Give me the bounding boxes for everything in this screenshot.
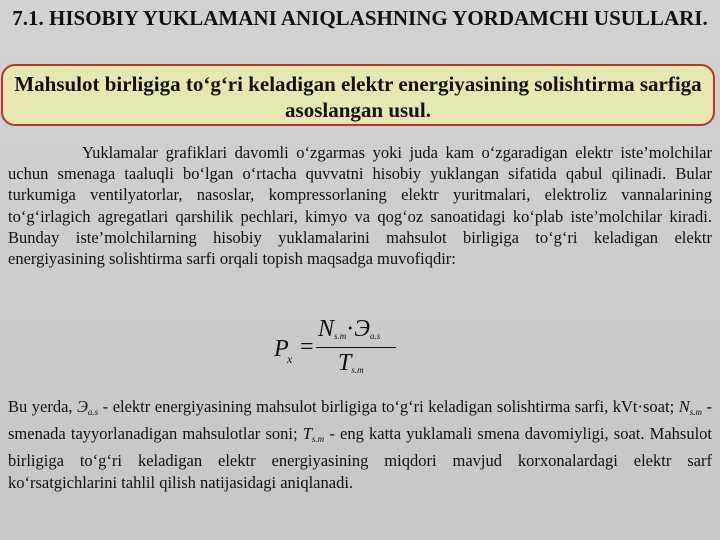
expl-text-1: Bu yerda, xyxy=(8,397,78,416)
expl-var-t-sub: s.m xyxy=(311,434,325,445)
expl-text-4: - eng katta yuklamali smena davomiyligi, soat. Mahsulot birligiga to‘g‘ri keladigan elektr energiyasining miqdori mavjud korxonalardagi elektr sarf ko‘rsatgichlarini tahlil qilish natijasidagi aniqlanadi. xyxy=(8,424,712,492)
expl-var-n: N xyxy=(678,397,690,416)
num-n: N xyxy=(318,316,335,342)
slide-title: 7.1. HISOBIY YUKLAMANI ANIQLASHNING YORDAMCHI USULLARI. xyxy=(12,6,708,30)
expl-var-n-sub: s.m xyxy=(689,407,702,417)
formula-numerator xyxy=(318,316,380,343)
expl-var-e: Э xyxy=(77,397,88,416)
fraction-line xyxy=(316,347,396,348)
expl-var-t: T xyxy=(302,424,312,444)
formula-lhs-sub: x xyxy=(287,352,293,366)
den-t: T xyxy=(338,350,352,376)
formula xyxy=(272,316,432,386)
paragraph-explanation xyxy=(8,396,712,493)
subtitle-box xyxy=(1,64,715,126)
formula-lhs: P xyxy=(274,336,289,362)
den-t-sub: s.m xyxy=(351,365,364,375)
num-e: Э xyxy=(354,316,370,342)
expl-text-3: - smenada tayyorlanadigan mahsulotlar soni; xyxy=(8,397,712,444)
formula-denominator xyxy=(338,350,364,377)
paragraph-intro: Yuklamalar grafiklari davomli o‘zgarmas yoki juda kam o‘zgaradigan elektr iste’molchilar uchun smenaga taaluqli bo‘lgan o‘rtacha quvvatni hisobiy yuklangan sifatida qabul qilinadi. Bular turkumiga ventilyatorlar, nasoslar, kompressorlaning elektr yuritmalari, elektroliz vannalarining to‘g‘irlagich agregatlari qarshilik pechlari, kimyo va qog‘oz sanoatidagi ko‘plab iste’molchilar kiradi. Bunday iste’molchilarning hisobiy yuklamalarini mahsulot birligiga to‘g‘ri keladigan elektr energiyasining solishtirma sarfi orqali topish maqsadga muvofiqdir: xyxy=(8,143,712,269)
expl-var-e-sub: a.s xyxy=(87,407,99,417)
num-e-sub: a.s xyxy=(370,331,381,341)
num-n-sub: s.m xyxy=(334,331,347,341)
num-dot: · xyxy=(346,316,355,342)
subtitle-text: Mahsulot birligiga to‘g‘ri keladigan elektr energiyasining solishtirma sarfiga asoslangan usul. xyxy=(14,72,702,122)
formula-equals: = xyxy=(300,334,314,360)
expl-text-2: - elektr energiyasining mahsulot birligiga to‘g‘ri keladigan solishtirma sarfi, kVt·soat; xyxy=(98,397,679,416)
